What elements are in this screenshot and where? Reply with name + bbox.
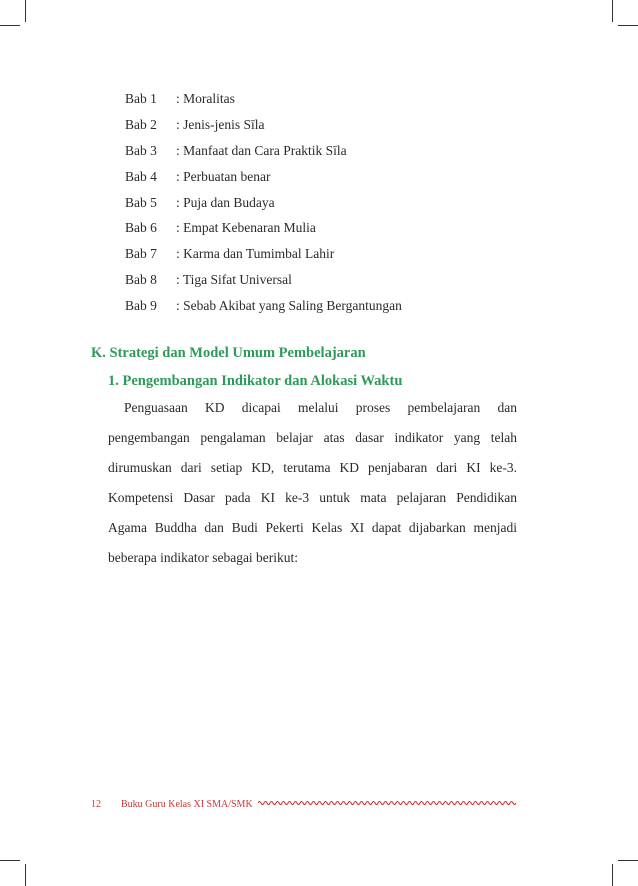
chapter-title: : Karma dan Tumimbal Lahir (176, 246, 335, 262)
chapter-number: Bab 3 (125, 142, 157, 158)
chapter-number: Bab 5 (125, 194, 157, 210)
crop-mark (618, 860, 638, 861)
chapter-number: Bab 8 (125, 272, 157, 288)
chapter-title: : Puja dan Budaya (176, 194, 275, 210)
chapter-item (125, 194, 402, 220)
paragraph-line: dirumuskan dari setiap KD, terutama KD penjabaran dari KI ke-3. (108, 460, 517, 475)
chapter-item (125, 245, 402, 271)
chapter-number: Bab 2 (125, 116, 157, 132)
chapter-number: Bab 1 (125, 91, 157, 106)
paragraph-line: beberapa indikator sebagai berikut: (108, 550, 299, 565)
chapter-number: Bab 7 (125, 246, 157, 262)
paragraph-line: Agama Buddha dan Budi Pekerti Kelas XI dapat dijabarkan menjadi (108, 520, 517, 535)
chapter-title: : Tiga Sifat Universal (176, 272, 292, 288)
crop-mark (0, 860, 20, 861)
chapter-list (125, 90, 402, 323)
crop-mark (0, 25, 20, 26)
chapter-item (125, 142, 402, 168)
subsection-heading: 1. Pengembangan Indikator dan Alokasi Waktu (108, 373, 403, 389)
chapter-item (125, 168, 402, 194)
paragraph-line: Penguasaan KD dicapai melalui proses pembelajaran dan (124, 400, 517, 415)
crop-mark (612, 0, 613, 22)
crop-mark (25, 864, 26, 886)
chapter-item (125, 90, 402, 116)
section-heading: K. Strategi dan Model Umum Pembelajaran (91, 345, 366, 361)
chapter-item (125, 271, 402, 297)
paragraph-line: pengembangan pengalaman belajar atas dasar indikator yang telah (108, 430, 517, 445)
footer-wave-ornament (258, 798, 518, 808)
chapter-title: : Sebab Akibat yang Saling Bergantungan (176, 298, 402, 314)
chapter-number: Bab 6 (125, 220, 157, 236)
chapter-item (125, 116, 402, 142)
chapter-title: : Moralitas (176, 91, 235, 106)
page-number: 12 (91, 799, 101, 810)
crop-mark (612, 864, 613, 886)
chapter-title: : Manfaat dan Cara Praktik Sīla (176, 142, 347, 158)
chapter-item (125, 297, 402, 323)
chapter-title: : Jenis-jenis Sīla (176, 116, 265, 132)
crop-mark (618, 25, 638, 26)
chapter-title: : Perbuatan benar (176, 168, 271, 184)
chapter-number: Bab 9 (125, 298, 157, 314)
footer-book-title: Buku Guru Kelas XI SMA/SMK (121, 799, 253, 810)
body-paragraph (108, 398, 517, 578)
chapter-title: : Empat Kebenaran Mulia (176, 220, 316, 236)
chapter-item (125, 219, 402, 245)
paragraph-line: Kompetensi Dasar pada KI ke-3 untuk mata pelajaran Pendidikan (108, 490, 517, 505)
crop-mark (25, 0, 26, 22)
chapter-number: Bab 4 (125, 168, 157, 184)
